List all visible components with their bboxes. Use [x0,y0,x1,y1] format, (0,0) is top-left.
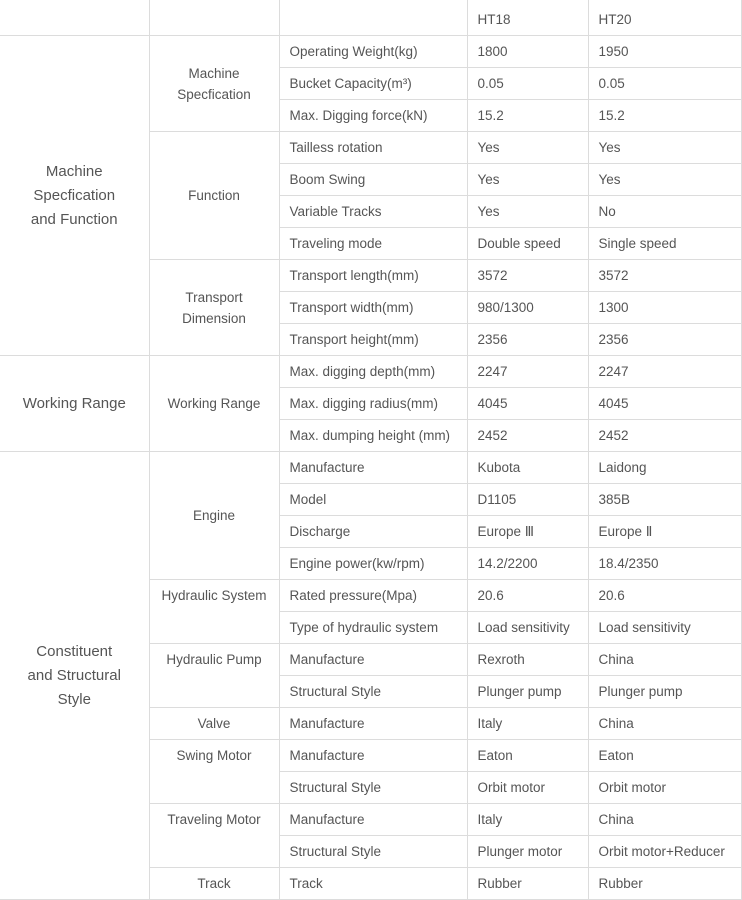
row-value-a: 4045 [467,388,588,420]
row-value-b: 20.6 [588,580,741,612]
row-value-b: China [588,708,741,740]
row-label: Discharge [279,516,467,548]
row-label: Track [279,868,467,900]
row-value-b: Eaton [588,740,741,772]
row-value-b: Orbit motor [588,772,741,804]
row-value-a: Yes [467,164,588,196]
row-value-a: 980/1300 [467,292,588,324]
row-value-a: Italy [467,804,588,836]
row-value-a: 14.2/2200 [467,548,588,580]
row-value-b: China [588,804,741,836]
row-value-b: Yes [588,132,741,164]
row-value-b: Laidong [588,452,741,484]
header-model-a: HT18 [467,0,588,36]
row-label: Transport length(mm) [279,260,467,292]
row-label: Max. digging radius(mm) [279,388,467,420]
row-value-a: D1105 [467,484,588,516]
row-value-a: 1800 [467,36,588,68]
row-label: Boom Swing [279,164,467,196]
row-value-a: 2247 [467,356,588,388]
row-label: Structural Style [279,836,467,868]
row-label: Manufacture [279,452,467,484]
row-value-a: Orbit motor [467,772,588,804]
row-label: Manufacture [279,804,467,836]
row-value-a: Kubota [467,452,588,484]
row-value-b: China [588,644,741,676]
row-value-b: 0.05 [588,68,741,100]
header-empty-cell [279,0,467,36]
group-transport-dimension: Transport Dimension [149,260,279,356]
row-value-a: Europe Ⅲ [467,516,588,548]
row-value-a: 2356 [467,324,588,356]
row-value-b: Europe Ⅱ [588,516,741,548]
header-model-b: HT20 [588,0,741,36]
row-value-b: 1300 [588,292,741,324]
table-row [0,36,741,68]
header-empty-cell [0,0,149,36]
row-label: Operating Weight(kg) [279,36,467,68]
row-value-a: 3572 [467,260,588,292]
row-value-b: Rubber [588,868,741,900]
row-value-a: Rubber [467,868,588,900]
row-value-b: 385B [588,484,741,516]
row-value-a: 2452 [467,420,588,452]
row-value-b: Yes [588,164,741,196]
row-value-b: Plunger pump [588,676,741,708]
row-label: Engine power(kw/rpm) [279,548,467,580]
row-value-b: 1950 [588,36,741,68]
row-value-a: Plunger pump [467,676,588,708]
group-working-range: Working Range [149,356,279,452]
group-hydraulic-pump: Hydraulic Pump [149,644,279,708]
group-engine: Engine [149,452,279,580]
row-label: Manufacture [279,708,467,740]
row-label: Transport height(mm) [279,324,467,356]
row-value-a: Eaton [467,740,588,772]
row-value-a: Yes [467,196,588,228]
row-label: Tailless rotation [279,132,467,164]
row-value-b: 2247 [588,356,741,388]
row-value-a: 15.2 [467,100,588,132]
row-label: Max. dumping height (mm) [279,420,467,452]
row-label: Model [279,484,467,516]
category-machine-specification-function: Machine Specfication and Function [0,36,149,356]
row-value-a: Double speed [467,228,588,260]
row-label: Type of hydraulic system [279,612,467,644]
row-value-a: 0.05 [467,68,588,100]
category-working-range: Working Range [0,356,149,452]
row-label: Structural Style [279,676,467,708]
category-constituent-structural-style: Constituent and Structural Style [0,452,149,900]
row-label: Transport width(mm) [279,292,467,324]
row-value-b: 2452 [588,420,741,452]
row-value-a: 20.6 [467,580,588,612]
table-row [0,356,741,388]
table-header-row [0,0,741,36]
row-label: Manufacture [279,644,467,676]
row-value-b: No [588,196,741,228]
group-swing-motor: Swing Motor [149,740,279,804]
row-value-a: Load sensitivity [467,612,588,644]
row-value-b: Load sensitivity [588,612,741,644]
row-value-a: Rexroth [467,644,588,676]
row-label: Bucket Capacity(m³) [279,68,467,100]
group-track: Track [149,868,279,900]
row-label: Max. digging depth(mm) [279,356,467,388]
row-value-b: 2356 [588,324,741,356]
row-value-b: 18.4/2350 [588,548,741,580]
row-value-b: Single speed [588,228,741,260]
row-value-b: 4045 [588,388,741,420]
group-function: Function [149,132,279,260]
group-valve: Valve [149,708,279,740]
row-label: Variable Tracks [279,196,467,228]
row-label: Traveling mode [279,228,467,260]
group-machine-specification: Machine Specfication [149,36,279,132]
row-value-a: Plunger motor [467,836,588,868]
row-value-b: 15.2 [588,100,741,132]
row-value-b: 3572 [588,260,741,292]
row-label: Structural Style [279,772,467,804]
row-label: Manufacture [279,740,467,772]
group-traveling-motor: Traveling Motor [149,804,279,868]
row-value-a: Italy [467,708,588,740]
row-label: Max. Digging force(kN) [279,100,467,132]
group-hydraulic-system: Hydraulic System [149,580,279,644]
row-value-a: Yes [467,132,588,164]
table-row [0,452,741,484]
row-label: Rated pressure(Mpa) [279,580,467,612]
row-value-b: Orbit motor+Reducer [588,836,741,868]
header-empty-cell [149,0,279,36]
